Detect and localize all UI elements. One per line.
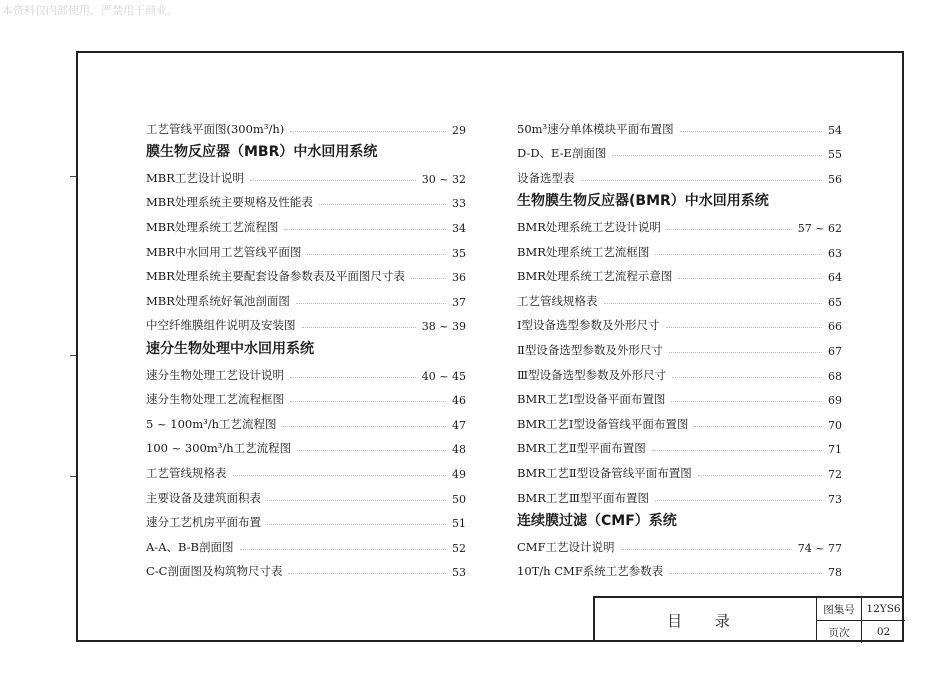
toc-entry[interactable] xyxy=(517,260,842,285)
toc-entry-title: 速分生物处理工艺设计说明 xyxy=(146,367,284,382)
toc-entry-title: Ⅱ型设备选型参数及外形尺寸 xyxy=(517,342,663,357)
toc-entry[interactable] xyxy=(146,161,466,186)
dot-leader xyxy=(680,131,822,132)
toc-entry[interactable] xyxy=(146,112,466,137)
toc-entry[interactable] xyxy=(517,161,842,186)
toc-entry-page: 48 xyxy=(452,443,466,457)
toc-entry-title: 设备选型表 xyxy=(517,170,575,185)
dot-leader xyxy=(671,401,822,402)
dot-leader xyxy=(667,229,792,230)
toc-entry-page: 66 xyxy=(828,320,842,334)
toc-entry[interactable] xyxy=(517,235,842,260)
dot-leader xyxy=(672,377,822,378)
dot-leader xyxy=(240,549,447,550)
toc-entry-title: MBR处理系统工艺流程图 xyxy=(146,219,279,234)
section-heading: 生物膜生物反应器(BMR）中水回用系统 xyxy=(517,193,769,210)
toc-entry-page: 37 xyxy=(452,295,466,309)
dot-leader xyxy=(288,573,446,574)
toc-entry-title: BMR工艺Ⅰ型设备平面布置图 xyxy=(517,392,666,407)
dot-leader xyxy=(307,254,446,255)
toc-entry-page: 40 ~ 45 xyxy=(421,369,466,383)
atlas-number-row xyxy=(817,598,905,620)
toc-entry-title: 速分工艺机房平面布置 xyxy=(146,515,261,530)
toc-entry-page: 68 xyxy=(828,369,842,383)
toc-entry[interactable] xyxy=(517,210,842,235)
toc-entry[interactable] xyxy=(146,456,466,481)
dot-leader xyxy=(250,180,416,181)
toc-entry[interactable] xyxy=(146,555,466,580)
toc-entry-title: 工艺管线规格表 xyxy=(146,465,227,480)
dot-leader xyxy=(655,500,822,501)
watermark: 本资料仅内部使用，严禁用于商业。 xyxy=(2,4,178,17)
toc-entry-title: C-C剖面图及构筑物尺寸表 xyxy=(146,564,283,579)
dot-leader xyxy=(604,303,823,304)
toc-entry-title: 中空纤维膜组件说明及安装图 xyxy=(146,318,296,333)
toc-entry[interactable] xyxy=(517,333,842,358)
dot-leader xyxy=(669,352,822,353)
frame-tick xyxy=(70,355,76,356)
toc-entry-page: 74 ~ 77 xyxy=(797,541,842,555)
dot-leader xyxy=(283,426,446,427)
toc-entry[interactable] xyxy=(517,481,842,506)
toc-entry-page: 29 xyxy=(452,123,466,137)
toc-entry-page: 53 xyxy=(452,566,466,580)
dot-leader xyxy=(698,475,822,476)
toc-entry-title: MBR处理系统主要规格及性能表 xyxy=(146,195,313,210)
toc-entry-title: 速分生物处理工艺流程框图 xyxy=(146,392,284,407)
toc-entry-title: BMR工艺Ⅱ型平面布置图 xyxy=(517,441,646,456)
toc-entry[interactable] xyxy=(517,530,842,555)
section-heading: 膜生物反应器（MBR）中水回用系统 xyxy=(146,144,378,161)
toc-entry[interactable] xyxy=(146,210,466,235)
toc-entry-page: 36 xyxy=(452,271,466,285)
title-block xyxy=(593,596,904,642)
toc-entry-title: Ⅰ型设备选型参数及外形尺寸 xyxy=(517,318,660,333)
toc-entry-title: BMR工艺Ⅰ型设备管线平面布置图 xyxy=(517,416,689,431)
toc-entry-page: 78 xyxy=(828,566,842,580)
toc-entry[interactable] xyxy=(146,284,466,309)
toc-entry[interactable] xyxy=(517,383,842,408)
page-number-value: 02 xyxy=(876,626,891,638)
toc-entry-page: 57 ~ 62 xyxy=(797,221,842,235)
toc-entry[interactable] xyxy=(146,383,466,408)
title-block-title: 目 录 xyxy=(667,611,744,630)
toc-entry[interactable] xyxy=(146,506,466,531)
dot-leader xyxy=(296,303,446,304)
toc-entry-page: 33 xyxy=(452,197,466,211)
section-heading: 连续膜过滤（CMF）系统 xyxy=(517,513,677,530)
toc-entry-page: 50 xyxy=(452,492,466,506)
toc-entry[interactable] xyxy=(517,456,842,481)
toc-entry-title: Ⅲ型设备选型参数及外形尺寸 xyxy=(517,367,667,382)
toc-entry[interactable] xyxy=(146,260,466,285)
toc-entry-page: 56 xyxy=(828,172,842,186)
toc-entry[interactable] xyxy=(517,112,842,137)
toc-entry[interactable] xyxy=(146,407,466,432)
toc-entry-page: 65 xyxy=(828,295,842,309)
toc-entry-page: 49 xyxy=(452,467,466,481)
toc-entry-page: 64 xyxy=(828,271,842,285)
toc-entry-title: MBR中水回用工艺管线平面图 xyxy=(146,244,302,259)
page-number-row xyxy=(817,620,905,643)
toc-entry-page: 51 xyxy=(452,517,466,531)
toc-entry-page: 35 xyxy=(452,246,466,260)
toc-entry-title: A-A、B-B剖面图 xyxy=(146,539,234,554)
toc-entry-page: 71 xyxy=(828,443,842,457)
dot-leader xyxy=(694,426,822,427)
toc-entry-page: 47 xyxy=(452,418,466,432)
frame-tick xyxy=(70,176,76,177)
toc-entry-page: 38 ~ 39 xyxy=(421,320,466,334)
toc-entry-page: 67 xyxy=(828,344,842,358)
toc-entry-title: BMR工艺Ⅲ型平面布置图 xyxy=(517,490,649,505)
dot-leader xyxy=(319,204,446,205)
dot-leader xyxy=(290,377,416,378)
toc-entry-title: BMR工艺Ⅱ型设备管线平面布置图 xyxy=(517,465,692,480)
toc-left-column xyxy=(146,112,466,579)
toc-entry-title: D-D、E-E剖面图 xyxy=(517,146,607,161)
dot-leader xyxy=(267,500,446,501)
toc-entry-title: 100 ~ 300m³/h工艺流程图 xyxy=(146,441,292,456)
toc-entry-page: 54 xyxy=(828,123,842,137)
atlas-number-label: 图集号 xyxy=(817,598,862,620)
dot-leader xyxy=(655,254,822,255)
dot-leader xyxy=(621,549,792,550)
toc-entry-page: 72 xyxy=(828,467,842,481)
toc-entry-title: 工艺管线平面图(300m³/h) xyxy=(146,121,285,136)
dot-leader xyxy=(290,131,446,132)
toc-entry[interactable] xyxy=(517,555,842,580)
toc-entry-title: 工艺管线规格表 xyxy=(517,293,598,308)
toc-entry-page: 52 xyxy=(452,541,466,555)
dot-leader xyxy=(411,278,446,279)
toc-entry[interactable] xyxy=(146,358,466,383)
toc-entry[interactable] xyxy=(517,284,842,309)
toc-entry[interactable] xyxy=(146,309,466,334)
dot-leader xyxy=(669,573,822,574)
dot-leader xyxy=(302,327,416,328)
atlas-number-value: 12YS6 xyxy=(866,603,901,615)
toc-right-column xyxy=(517,112,842,579)
toc-entry-title: BMR处理系统工艺流框图 xyxy=(517,244,650,259)
frame-tick xyxy=(70,476,76,477)
dot-leader xyxy=(581,180,823,181)
dot-leader xyxy=(297,450,446,451)
dot-leader xyxy=(267,524,446,525)
toc-entry[interactable] xyxy=(517,137,842,162)
toc-entry[interactable] xyxy=(146,186,466,211)
toc-entry-page: 30 ~ 32 xyxy=(421,172,466,186)
toc-entry-title: 10T/h CMF系统工艺参数表 xyxy=(517,564,664,579)
title-block-grid xyxy=(816,598,905,642)
toc-entry[interactable] xyxy=(146,432,466,457)
toc-entry-title: BMR处理系统工艺设计说明 xyxy=(517,219,661,234)
toc-entry-page: 34 xyxy=(452,221,466,235)
toc-entry-title: MBR处理系统好氧池剖面图 xyxy=(146,293,290,308)
toc-entry[interactable] xyxy=(517,432,842,457)
dot-leader xyxy=(666,327,822,328)
dot-leader xyxy=(652,450,822,451)
toc-entry[interactable] xyxy=(146,235,466,260)
dot-leader xyxy=(284,229,446,230)
toc-entry-page: 69 xyxy=(828,394,842,408)
toc-entry-title: 50m³速分单体模块平面布置图 xyxy=(517,121,674,136)
toc-entry-title: MBR处理系统主要配套设备参数表及平面图尺寸表 xyxy=(146,269,405,284)
toc-entry-title: CMF工艺设计说明 xyxy=(517,539,615,554)
dot-leader xyxy=(290,401,446,402)
toc-entry-page: 70 xyxy=(828,418,842,432)
dot-leader xyxy=(678,278,822,279)
toc-entry[interactable] xyxy=(517,407,842,432)
dot-leader xyxy=(233,475,447,476)
toc-entry-page: 63 xyxy=(828,246,842,260)
page-number-label: 页次 xyxy=(817,621,862,643)
toc-entry-title: MBR工艺设计说明 xyxy=(146,170,244,185)
toc-entry-page: 55 xyxy=(828,148,842,162)
toc-entry-title: BMR处理系统工艺流程示意图 xyxy=(517,269,673,284)
toc-entry[interactable] xyxy=(517,309,842,334)
toc-entry-title: 5 ~ 100m³/h工艺流程图 xyxy=(146,416,277,431)
toc-entry-page: 73 xyxy=(828,492,842,506)
toc-entry[interactable] xyxy=(146,530,466,555)
dot-leader xyxy=(612,155,822,156)
toc-entry-title: 主要设备及建筑面积表 xyxy=(146,490,261,505)
toc-entry[interactable] xyxy=(517,358,842,383)
section-heading: 速分生物处理中水回用系统 xyxy=(146,340,314,357)
toc-entry[interactable] xyxy=(146,481,466,506)
toc-entry-page: 46 xyxy=(452,394,466,408)
